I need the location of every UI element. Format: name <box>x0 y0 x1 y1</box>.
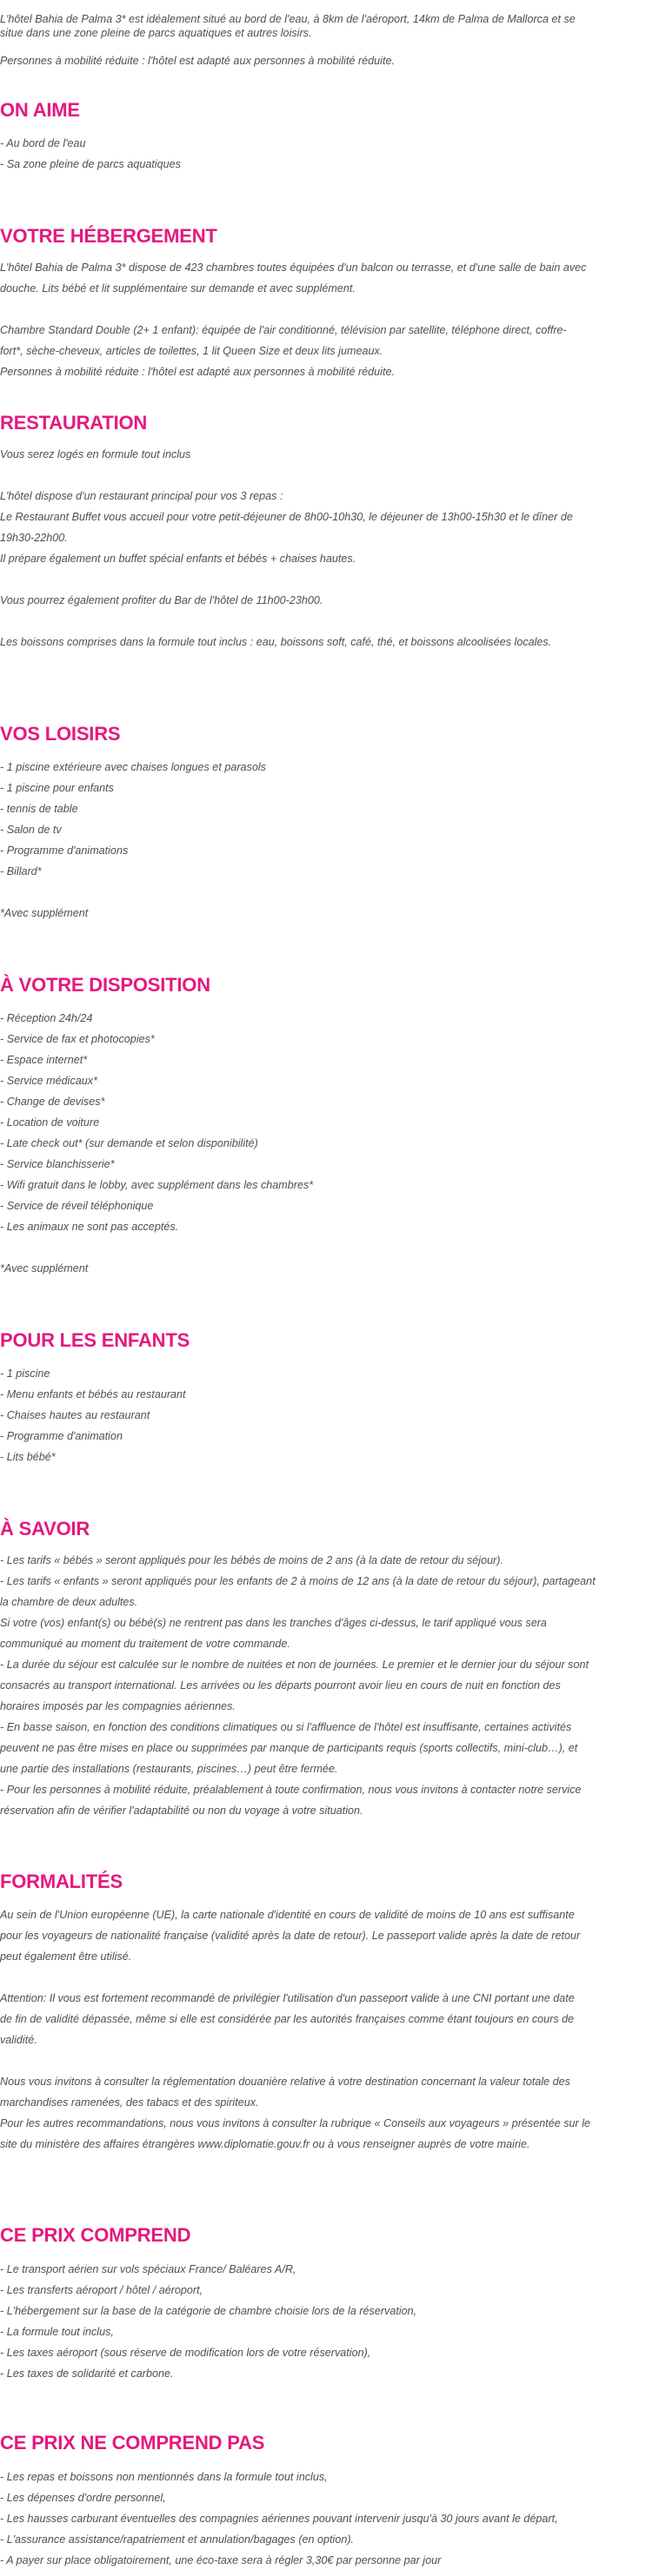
paragraph-line: Attention: Il vous est fortement recommandé de privilégier l'utilisation d'un passeport valide à une CNI portant une date <box>0 1992 575 2004</box>
list-item: - Réception 24h/24 <box>0 1012 93 1024</box>
paragraph-line: Chambre Standard Double (2+ 1 enfant): équipée de l'air conditionné, télévision par satellite, téléphone direct, coffre- <box>0 324 567 336</box>
section-heading-on-aime: ON AIME <box>0 99 80 121</box>
list-item: - Location de voiture <box>0 1116 100 1129</box>
list-item: - Lits bébé* <box>0 1451 56 1463</box>
list-item: - La formule tout inclus, <box>0 2326 114 2338</box>
section-heading-hebergement: VOTRE HÉBERGEMENT <box>0 225 217 247</box>
list-item: - Au bord de l'eau <box>0 137 86 149</box>
paragraph-line: douche. Lits bébé et lit supplémentaire sur demande et avec supplément. <box>0 282 356 295</box>
list-item: - A payer sur place obligatoirement, une éco-taxe sera à régler 3,30€ par personne par jour <box>0 2554 442 2566</box>
paragraph-line: marchandises ramenées, des tabacs et des spiriteux. <box>0 2096 259 2109</box>
list-item: - Chaises hautes au restaurant <box>0 1409 150 1421</box>
list-item: - tennis de table <box>0 803 78 815</box>
paragraph-line: Il prépare également un buffet spécial enfants et bébés + chaises hautes. <box>0 553 356 565</box>
paragraph-line: fort*, sèche-cheveux, articles de toilettes, 1 lit Queen Size et deux lits jumeaux. <box>0 345 383 357</box>
section-heading-restauration: RESTAURATION <box>0 412 148 434</box>
paragraph-line: Les boissons comprises dans la formule tout inclus : eau, boissons soft, café, thé, et boissons alcoolisées locales. <box>0 636 552 648</box>
paragraph-line: horaires imposés par les compagnies aériennes. <box>0 1700 236 1712</box>
paragraph-line: peut également être utilisé. <box>0 1950 132 1963</box>
intro-line: L'hôtel Bahia de Palma 3* est idéalement situé au bord de l'eau, à 8km de l'aéroport, 14km de Palma de Mallorca et se <box>0 13 576 25</box>
list-item: - 1 piscine extérieure avec chaises longues et parasols <box>0 761 266 773</box>
section-heading-formalites: FORMALITÉS <box>0 1871 123 1892</box>
list-item: - Les taxes de solidarité et carbone. <box>0 2367 174 2380</box>
paragraph-line: Personnes à mobilité réduite : l'hôtel est adapté aux personnes à mobilité réduite. <box>0 366 395 378</box>
paragraph-line: Vous serez logés en formule tout inclus <box>0 448 191 460</box>
list-item: - Service médicaux* <box>0 1075 97 1087</box>
list-item: - Menu enfants et bébés au restaurant <box>0 1388 186 1401</box>
list-item: - Les dépenses d'ordre personnel, <box>0 2492 166 2504</box>
list-item: - 1 piscine pour enfants <box>0 782 114 794</box>
paragraph-line: - En basse saison, en fonction des conditions climatiques ou si l'affluence de l'hôtel est insuffisante, certaines activités <box>0 1721 572 1733</box>
section-heading-ne-comprend-pas: CE PRIX NE COMPREND PAS <box>0 2432 265 2453</box>
list-item: - Service de réveil téléphonique <box>0 1200 154 1212</box>
paragraph-line: consacrés au transport international. Les arrivées ou les départs pourront avoir lieu en cours de nuit en fonction des <box>0 1679 561 1692</box>
list-item: - Service blanchisserie* <box>0 1158 115 1170</box>
list-item: - Salon de tv <box>0 824 62 836</box>
paragraph-line: peuvent ne pas être mises en place ou supprimées par manque de participants requis (sports collectifs, mini-club…), et <box>0 1742 578 1754</box>
paragraph-line: Au sein de l'Union européenne (UE), la carte nationale d'identité en cours de validité de moins de 10 ans est suffisante <box>0 1909 575 1921</box>
section-heading-enfants: POUR LES ENFANTS <box>0 1329 190 1351</box>
list-item: - Les hausses carburant éventuelles des compagnies aériennes pouvant intervenir jusqu'à 30 jours avant le départ, <box>0 2513 558 2525</box>
paragraph-line: - La durée du séjour est calculée sur le nombre de nuitées et non de journées. Le premier et le dernier jour du séjour sont <box>0 1659 589 1671</box>
paragraph-line: réservation afin de vérifier l'adaptabilité ou non du voyage à votre situation. <box>0 1805 363 1817</box>
list-item: - Les animaux ne sont pas acceptés. <box>0 1221 179 1233</box>
list-item: - Service de fax et photocopies* <box>0 1033 155 1045</box>
paragraph-line: L'hôtel dispose d'un restaurant principal pour vos 3 repas : <box>0 490 283 502</box>
paragraph-line: validité. <box>0 2034 37 2046</box>
paragraph-line: Si votre (vos) enfant(s) ou bébé(s) ne rentrent pas dans les tranches d'âges ci-dessus, le tarif appliqué vous sera <box>0 1617 547 1629</box>
paragraph-line: - Pour les personnes à mobilité réduite, préalablement à toute confirmation, nous vous invitons à contacter notre service <box>0 1784 582 1796</box>
list-item: - Programme d'animations <box>0 844 129 857</box>
footnote: *Avec supplément <box>0 907 89 919</box>
list-item: - L'hébergement sur la base de la catégorie de chambre choisie lors de la réservation, <box>0 2305 417 2317</box>
list-item: - Sa zone pleine de parcs aquatiques <box>0 158 181 170</box>
list-item: - Wifi gratuit dans le lobby, avec supplément dans les chambres* <box>0 1179 314 1191</box>
paragraph-line: L'hôtel Bahia de Palma 3* dispose de 423 chambres toutes équipées d'un balcon ou terrasse, et d'une salle de bain avec <box>0 262 587 274</box>
list-item: - 1 piscine <box>0 1367 50 1380</box>
list-item: - L'assurance assistance/rapatriement et annulation/bagages (en option). <box>0 2533 355 2546</box>
list-item: - Programme d'animation <box>0 1430 123 1442</box>
list-item: - Les transferts aéroport / hôtel / aéroport, <box>0 2284 203 2296</box>
paragraph-line: pour les voyageurs de nationalité française (validité après la date de retour). Le passeport valide après la date de retour <box>0 1930 581 1942</box>
section-heading-loisirs: VOS LOISIRS <box>0 723 121 745</box>
paragraph-line: Vous pourrez également profiter du Bar de l'hôtel de 11h00-23h00. <box>0 594 323 606</box>
list-item: - Change de devises* <box>0 1096 105 1108</box>
paragraph-line: Le Restaurant Buffet vous accueil pour votre petit-déjeuner de 8h00-10h30, le déjeuner de 13h00-15h30 et le dîner de <box>0 511 573 523</box>
list-item: - Les taxes aéroport (sous réserve de modification lors de votre réservation), <box>0 2347 371 2359</box>
paragraph-line: la chambre de deux adultes. <box>0 1596 138 1608</box>
footnote: *Avec supplément <box>0 1262 89 1275</box>
list-item: - Billard* <box>0 865 42 877</box>
list-item: - Le transport aérien sur vols spéciaux France/ Baléares A/R, <box>0 2263 296 2275</box>
paragraph-line: 19h30-22h00. <box>0 532 68 544</box>
list-item: - Les repas et boissons non mentionnés dans la formule tout inclus, <box>0 2471 328 2483</box>
section-heading-savoir: À SAVOIR <box>0 1518 90 1540</box>
paragraph-line: - Les tarifs « bébés » seront appliqués pour les bébés de moins de 2 ans (à la date de retour du séjour). <box>0 1554 503 1566</box>
paragraph-line: une partie des installations (restaurants, piscines…) peut être fermée. <box>0 1763 338 1775</box>
intro-line: Personnes à mobilité réduite : l'hôtel est adapté aux personnes à mobilité réduite. <box>0 55 395 67</box>
paragraph-line: Pour les autres recommandations, nous vous invitons à consulter la rubrique « Conseils aux voyageurs » présentée sur le <box>0 2117 591 2129</box>
section-heading-disposition: À VOTRE DISPOSITION <box>0 974 210 996</box>
paragraph-line: - Les tarifs « enfants » seront appliqués pour les enfants de 2 à moins de 12 ans (à la date de retour du séjour), partageant <box>0 1575 596 1587</box>
intro-line: situe dans une zone pleine de parcs aquatiques et autres loisirs. <box>0 27 312 39</box>
section-heading-comprend: CE PRIX COMPREND <box>0 2224 191 2246</box>
paragraph-line: communiqué au moment du traitement de votre commande. <box>0 1638 290 1650</box>
list-item: - Espace internet* <box>0 1054 88 1066</box>
paragraph-line: site du ministère des affaires étrangères www.diplomatie.gouv.fr ou à vous renseigner auprès de votre mairie. <box>0 2138 530 2150</box>
paragraph-line: Nous vous invitons à consulter la réglementation douanière relative à votre destination concernant la valeur totale des <box>0 2076 570 2088</box>
list-item: - Late check out* (sur demande et selon disponibilité) <box>0 1137 258 1149</box>
paragraph-line: de fin de validité dépassée, même si elle est considérée par les autorités françaises comme étant toujours en cours de <box>0 2013 575 2025</box>
